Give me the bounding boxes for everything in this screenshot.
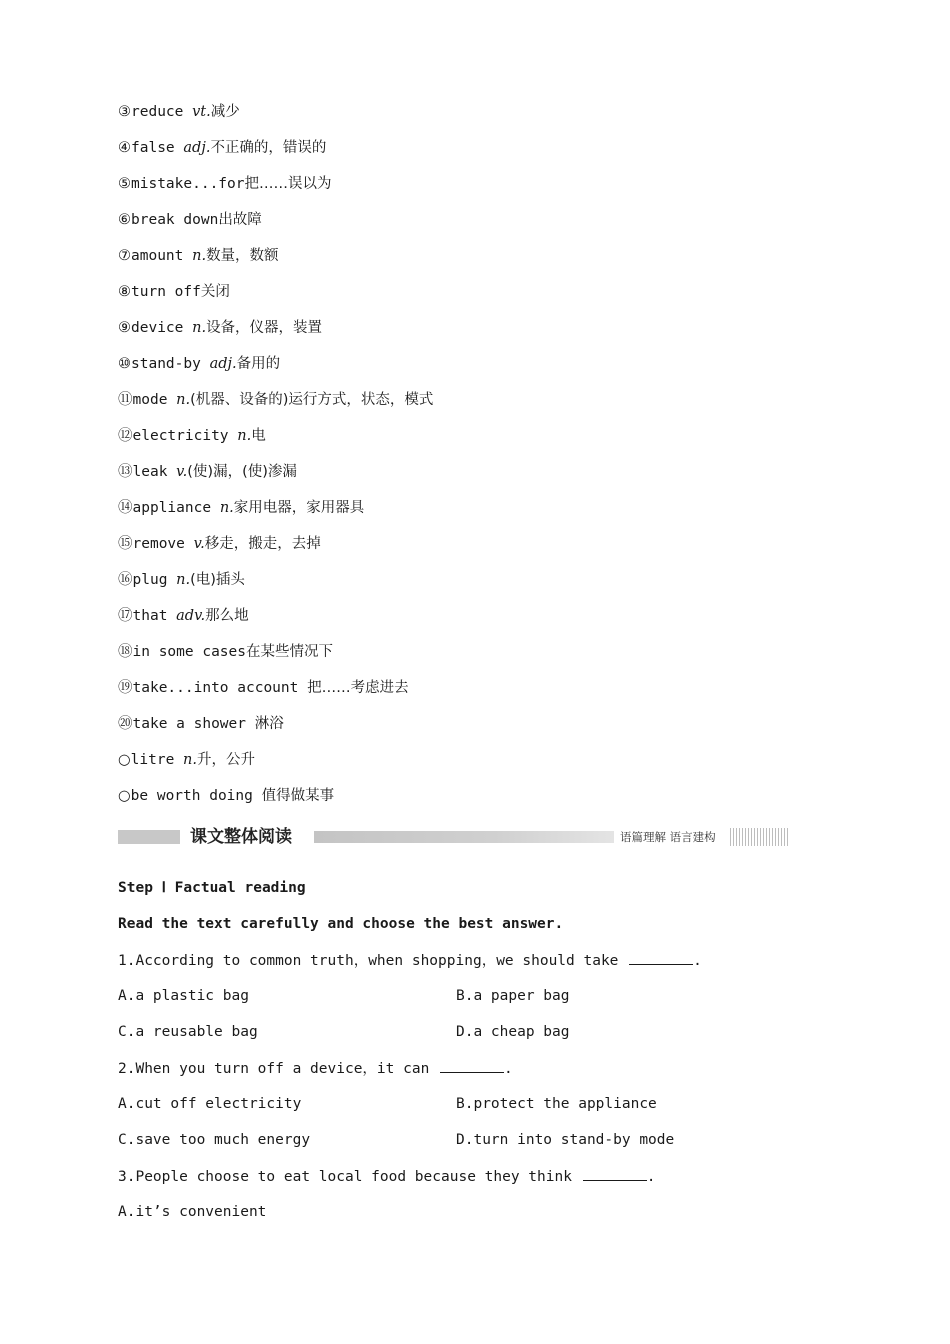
vocab-item — [118, 570, 245, 590]
vocab-item — [118, 426, 266, 446]
item-number: ⑦ — [118, 248, 131, 264]
question-text: 2.When you turn off a device，it can — [118, 1061, 439, 1077]
vocab-item — [118, 786, 334, 806]
vocab-item — [118, 138, 326, 158]
item-english: break down — [131, 212, 219, 228]
question-end: . — [646, 1169, 656, 1185]
item-english: plug — [132, 572, 177, 588]
item-english: leak — [132, 464, 177, 480]
item-english: false — [131, 140, 184, 156]
item-number: ⑫ — [118, 428, 133, 444]
vocab-item — [118, 354, 280, 374]
vocab-item — [118, 534, 321, 554]
question-text: 3.People choose to eat local food because they think — [118, 1169, 581, 1185]
item-chinese: 把……误以为 — [244, 176, 332, 192]
item-number: ⑭ — [118, 500, 133, 516]
question-2-option-a[interactable]: A.cut off electricity — [118, 1096, 302, 1112]
answer-blank[interactable] — [440, 1058, 504, 1073]
item-english: remove — [132, 536, 194, 552]
vocab-item — [118, 102, 240, 122]
vocab-item — [118, 390, 433, 410]
item-chinese: 淋浴 — [254, 716, 284, 732]
item-pos: n. — [183, 752, 197, 768]
item-english: mistake...for — [131, 176, 245, 192]
vocab-item — [118, 750, 255, 770]
item-number: ⑱ — [118, 644, 133, 660]
item-pos: n. — [176, 572, 191, 588]
item-english: amount — [131, 248, 193, 264]
question-1-option-a[interactable]: A.a plastic bag — [118, 988, 249, 1004]
question-1-option-c[interactable]: C.a reusable bag — [118, 1024, 258, 1040]
item-english: litre — [130, 752, 184, 768]
item-pos: adj. — [209, 356, 237, 372]
item-chinese: 把……考虑进去 — [307, 680, 409, 696]
banner-tag: 语篇理解 语言建构 — [620, 830, 716, 844]
vocab-item — [118, 210, 262, 230]
question-end: . — [693, 953, 702, 969]
step-instruction: Read the text carefully and choose the best answer. — [118, 916, 564, 932]
question-text: 1.According to common truth，when shopping，we should take — [118, 953, 628, 969]
item-pos: adv. — [176, 608, 206, 624]
item-english: electricity — [132, 428, 238, 444]
item-chinese: 升，公升 — [197, 752, 255, 768]
vocab-item — [118, 246, 279, 266]
question-3-stem — [118, 1166, 655, 1187]
item-english: be worth doing — [130, 788, 262, 804]
item-pos: n. — [237, 428, 252, 444]
item-number: ⑯ — [118, 572, 133, 588]
item-chinese: 关闭 — [200, 284, 230, 300]
item-english: appliance — [132, 500, 220, 516]
item-pos: vt. — [192, 104, 211, 120]
vocab-item — [118, 498, 364, 518]
vocab-item — [118, 174, 332, 194]
vocab-item — [118, 714, 284, 734]
vocab-item — [118, 606, 249, 626]
item-pos: n. — [192, 320, 207, 336]
item-chinese: 家用电器，家用器具 — [233, 500, 365, 516]
item-number: ④ — [118, 140, 131, 156]
item-chinese: 电 — [251, 428, 266, 444]
item-number: ⑮ — [118, 536, 133, 552]
answer-blank[interactable] — [629, 950, 693, 965]
item-chinese: 值得做某事 — [261, 788, 335, 804]
item-pos: v. — [176, 464, 188, 480]
item-pos: n. — [176, 392, 191, 408]
question-end: . — [504, 1061, 513, 1077]
banner-bar-left — [118, 830, 180, 844]
item-english: stand-by — [131, 356, 210, 372]
item-chinese: 那么地 — [205, 608, 249, 624]
vocab-item — [118, 282, 230, 302]
item-pos: adj. — [183, 140, 211, 156]
vocab-item — [118, 462, 297, 482]
vocab-item — [118, 642, 333, 662]
item-number: ⑥ — [118, 212, 131, 228]
banner-bar-middle — [314, 831, 614, 843]
banner-title: 课文整体阅读 — [190, 827, 292, 847]
item-pos: v. — [193, 536, 205, 552]
item-number: ③ — [118, 104, 131, 120]
question-2-stem — [118, 1058, 513, 1079]
question-1-option-d[interactable]: D.a cheap bag — [456, 1024, 570, 1040]
item-chinese: 备用的 — [236, 356, 281, 372]
item-chinese: (电)插头 — [190, 572, 245, 588]
vocab-item — [118, 318, 322, 338]
question-1-option-b[interactable]: B.a paper bag — [456, 988, 570, 1004]
question-2-option-b[interactable]: B.protect the appliance — [456, 1096, 657, 1112]
section-banner — [118, 826, 788, 848]
item-number: ⑤ — [118, 176, 131, 192]
item-number: ⑬ — [118, 464, 133, 480]
item-english: take a shower — [132, 716, 255, 732]
question-1-stem — [118, 950, 702, 971]
item-number: ⑲ — [118, 680, 133, 696]
item-chinese: 在某些情况下 — [246, 644, 333, 660]
item-chinese: 设备，仪器，装置 — [206, 320, 323, 336]
item-chinese: 不正确的，错误的 — [210, 140, 327, 156]
question-3-option-a[interactable]: A.it’s convenient — [118, 1204, 267, 1220]
item-chinese: 减少 — [210, 104, 240, 120]
item-chinese: (使)漏，(使)渗漏 — [187, 464, 297, 480]
question-2-option-d[interactable]: D.turn into stand-by mode — [456, 1132, 675, 1148]
vocab-item — [118, 678, 409, 698]
item-number: ⑩ — [118, 356, 131, 372]
item-chinese: 数量，数额 — [206, 248, 279, 264]
item-english: device — [131, 320, 193, 336]
item-pos: n. — [219, 500, 234, 516]
answer-blank[interactable] — [583, 1166, 647, 1181]
step-heading: Step Ⅰ Factual reading — [118, 880, 306, 896]
item-chinese: (机器、设备的)运行方式，状态，模式 — [190, 392, 434, 408]
item-english: mode — [132, 392, 177, 408]
item-english: turn off — [131, 284, 201, 300]
item-number: ⑪ — [118, 392, 133, 408]
item-number: ○ — [118, 788, 131, 804]
item-english: reduce — [131, 104, 193, 120]
item-number: ⑰ — [118, 608, 133, 624]
item-number: ⑳ — [118, 716, 133, 732]
item-english: that — [132, 608, 177, 624]
question-2-option-c[interactable]: C.save too much energy — [118, 1132, 311, 1148]
item-english: take...into account — [132, 680, 308, 696]
item-chinese: 出故障 — [218, 212, 262, 228]
item-number: ○ — [118, 752, 131, 768]
item-english: in some cases — [132, 644, 246, 660]
item-pos: n. — [192, 248, 207, 264]
banner-stripes — [730, 828, 788, 846]
item-number: ⑧ — [118, 284, 131, 300]
item-chinese: 移走，搬走，去掉 — [204, 536, 321, 552]
item-number: ⑨ — [118, 320, 131, 336]
